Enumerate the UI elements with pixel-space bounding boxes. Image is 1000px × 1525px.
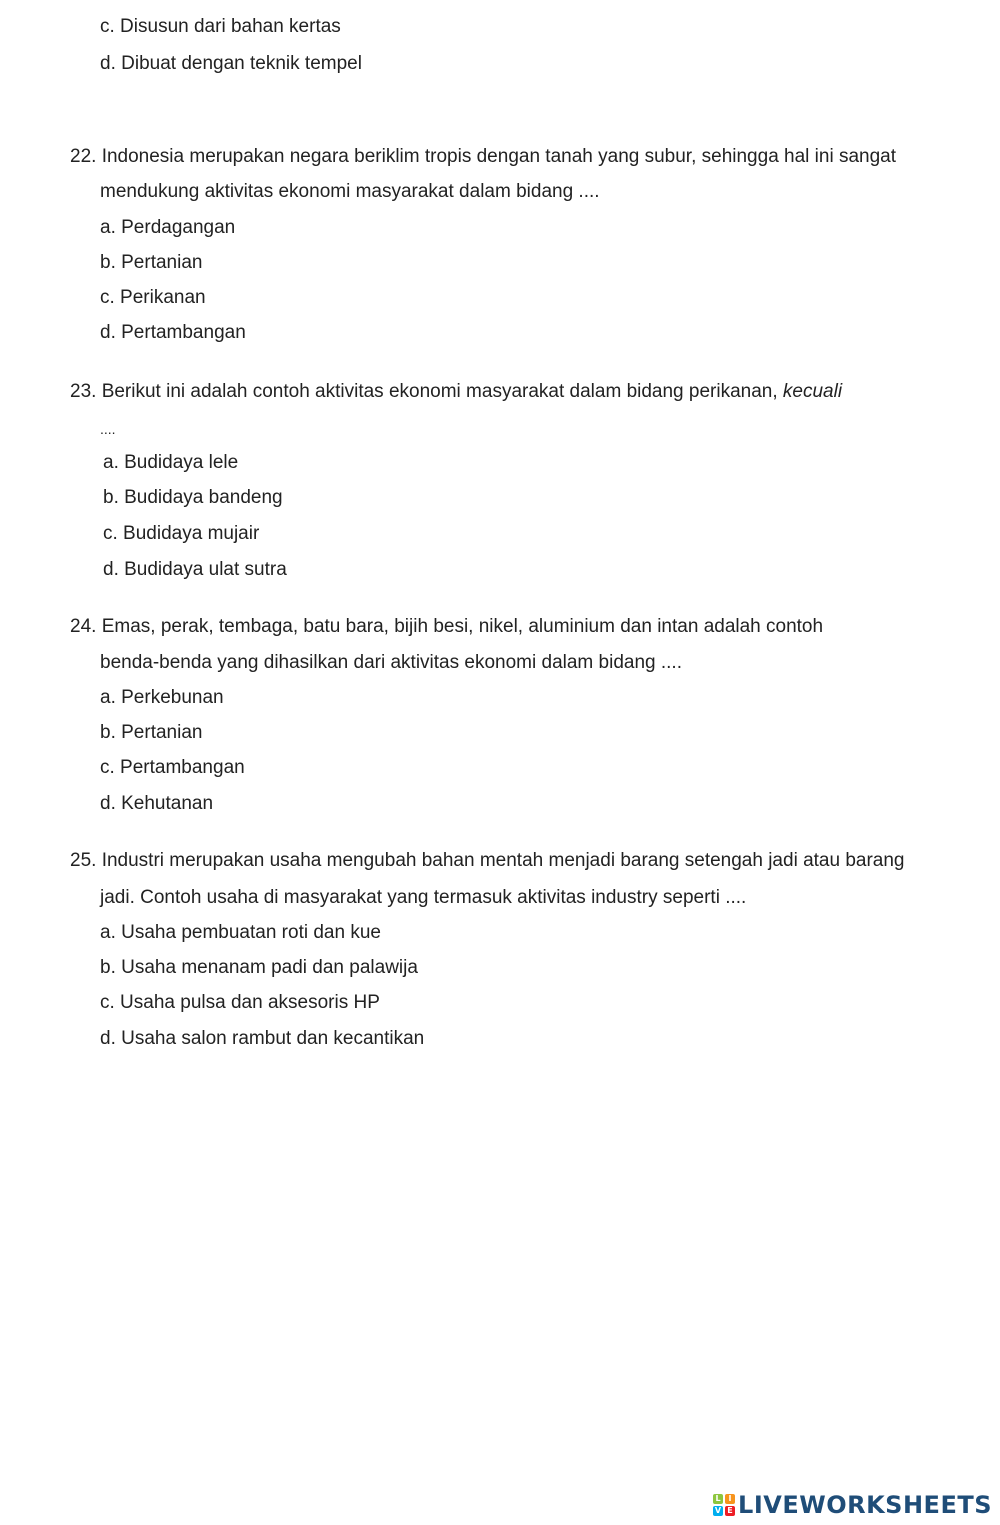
q25-question-line1: 25. Industri merupakan usaha mengubah bahan mentah menjadi barang setengah jadi atau barang [70, 850, 905, 871]
q24-option-a: a. Perkebunan [100, 687, 224, 708]
q22-option-a: a. Perdagangan [100, 217, 236, 238]
q25-option-c: c. Usaha pulsa dan aksesoris HP [100, 992, 380, 1013]
q25-option-d: d. Usaha salon rambut dan kecantikan [100, 1028, 425, 1049]
q25-option-b: b. Usaha menanam padi dan palawija [100, 957, 418, 978]
q22-option-c: c. Perikanan [100, 287, 206, 308]
q23-question-text: 23. Berikut ini adalah contoh aktivitas ekonomi masyarakat dalam bidang perikanan, [70, 381, 778, 402]
liveworksheets-icon [713, 1494, 735, 1516]
q24-question-line1: 24. Emas, perak, tembaga, batu bara, bijih besi, nikel, aluminium dan intan adalah contoh [70, 616, 824, 637]
logo-square-e: E [725, 1506, 735, 1516]
q22-option-b: b. Pertanian [100, 252, 203, 273]
q23-option-c: c. Budidaya mujair [103, 523, 260, 544]
logo-square-i: I [725, 1494, 735, 1504]
q23-question-italic: kecuali [782, 381, 843, 402]
q23-question-line1 [70, 380, 842, 404]
q23-option-a: a. Budidaya lele [103, 452, 239, 473]
q25-option-a: a. Usaha pembuatan roti dan kue [100, 922, 381, 943]
q24-question-line2: benda-benda yang dihasilkan dari aktivitas ekonomi dalam bidang .... [100, 652, 682, 673]
q24-option-b: b. Pertanian [100, 722, 203, 743]
liveworksheets-wordmark: LIVEWORKSHEETS [738, 1491, 992, 1519]
q23-option-b: b. Budidaya bandeng [103, 487, 283, 508]
q21-option-d: d. Dibuat dengan teknik tempel [100, 53, 362, 74]
q23-option-d: d. Budidaya ulat sutra [103, 559, 287, 580]
liveworksheets-logo [713, 1491, 992, 1519]
q22-option-d: d. Pertambangan [100, 322, 246, 343]
q25-question-line2: jadi. Contoh usaha di masyarakat yang termasuk aktivitas industry seperti .... [100, 887, 747, 908]
q22-question-line1: 22. Indonesia merupakan negara beriklim tropis dengan tanah yang subur, sehingga hal ini sangat [70, 146, 897, 167]
q21-option-c: c. Disusun dari bahan kertas [100, 16, 341, 37]
q24-option-c: c. Pertambangan [100, 757, 245, 778]
q22-question-line2: mendukung aktivitas ekonomi masyarakat dalam bidang .... [100, 181, 600, 202]
logo-square-l: L [713, 1494, 723, 1504]
q23-question-line2: .... [100, 421, 116, 437]
logo-square-v: V [714, 1506, 722, 1515]
q24-option-d: d. Kehutanan [100, 793, 214, 814]
